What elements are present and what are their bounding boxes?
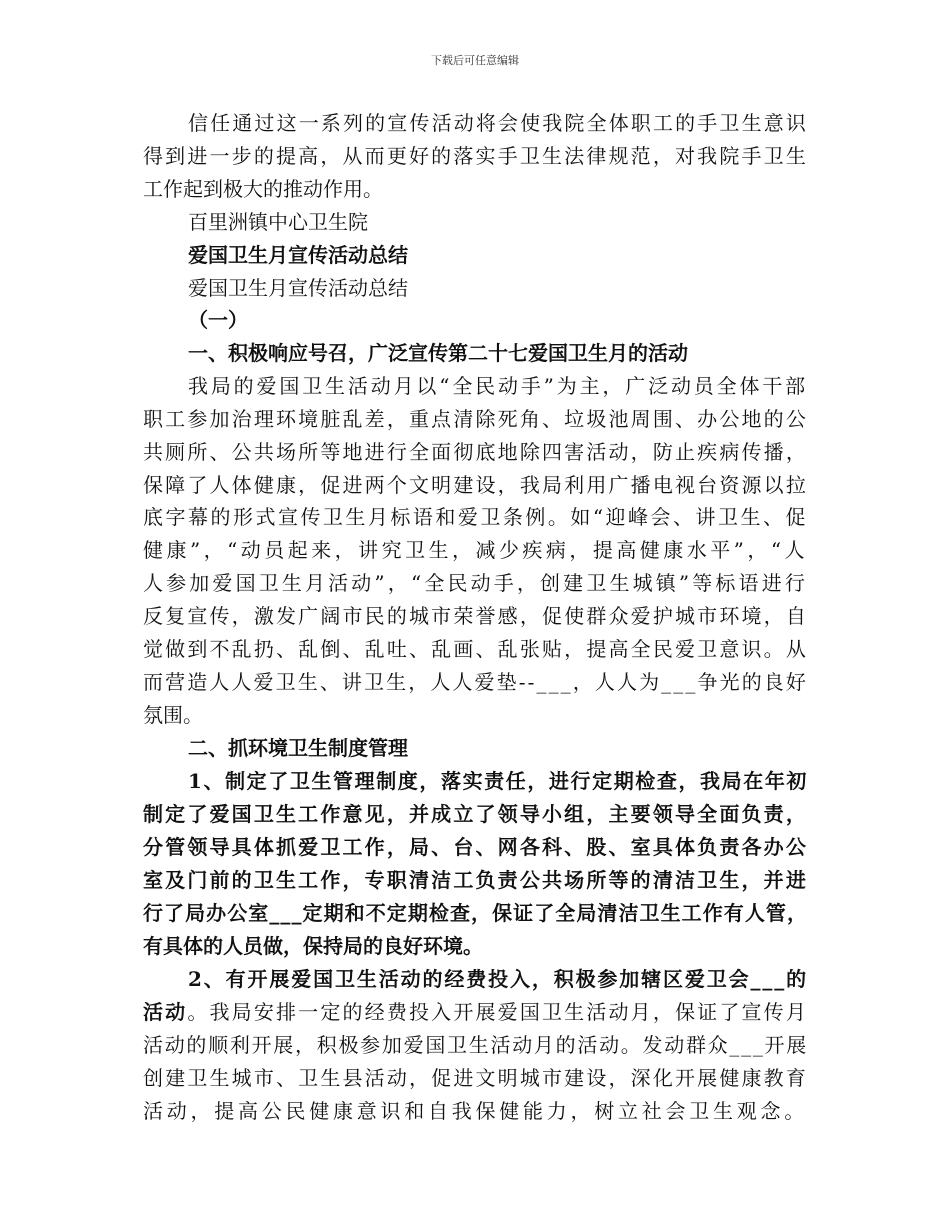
text-line: 1、制定了卫生管理制度，落实责任，进行定期检查，我局在年初 <box>188 769 808 793</box>
text-line: 爱国卫生月宣传活动总结 <box>188 243 408 267</box>
text-line: 分管领导具体抓爱卫工作，局、台、网各科、股、室具体负责各办公 <box>143 835 808 859</box>
text-line: 百里洲镇中心卫生院 <box>188 210 368 234</box>
text-line: 制定了爱国卫生工作意见，并成立了领导小组，主要领导全面负责， <box>143 802 808 826</box>
page-header: 下载后可任意编辑 <box>431 54 519 67</box>
text-line: 室及门前的卫生工作，专职清洁工负责公共场所等的清洁卫生，并进 <box>143 868 808 892</box>
text-line: 而营造人人爱卫生、讲卫生，人人爱垫--___，人人为___争光的良好 <box>143 670 808 694</box>
text-line: 爱国卫生月宣传活动总结 <box>188 276 408 300</box>
text-line: 活动，提高公民健康意识和自我保健能力，树立社会卫生观念。 <box>143 1099 808 1123</box>
normal-run: 。我局安排一定的经费投入开展爱国卫生活动月，保证了宣传月 <box>187 1000 809 1024</box>
text-line: 健康”，“动员起来，讲究卫生，减少疾病，提高健康水平”，“人 <box>143 538 808 562</box>
text-line: 工作起到极大的推动作用。 <box>143 177 383 201</box>
text-line: 共厕所、公共场所等地进行全面彻底地除四害活动，防止疾病传播， <box>143 440 808 464</box>
text-line: 2、有开展爱国卫生活动的经费投入，积极参加辖区爱卫会___的 <box>188 967 808 991</box>
text-line: 得到进一步的提高，从而更好的落实手卫生法律规范，对我院手卫生 <box>143 144 808 168</box>
text-line: 信任通过这一系列的宣传活动将会使我院全体职工的手卫生意识 <box>188 111 808 135</box>
bold-run: 活动 <box>143 1000 188 1024</box>
text-line: 我局的爱国卫生活动月以“全民动手”为主，广泛动员全体干部 <box>188 374 808 398</box>
text-line: （一） <box>188 308 248 332</box>
text-line: 有具体的人员做，保持局的良好环境。 <box>143 934 483 958</box>
text-line: 创建卫生城市、卫生县活动，促进文明城市建设，深化开展健康教育 <box>143 1066 808 1090</box>
text-line: 活动的顺利开展，积极参加爱国卫生活动月的活动。发动群众___开展 <box>143 1033 808 1057</box>
text-line: 觉做到不乱扔、乱倒、乱吐、乱画、乱张贴，提高全民爱卫意识。从 <box>143 637 808 661</box>
text-line: 职工参加治理环境脏乱差，重点清除死角、垃圾池周围、办公地的公 <box>143 407 808 431</box>
text-line <box>143 1002 808 1022</box>
text-line: 行了局办公室___定期和不定期检查，保证了全局清洁卫生工作有人管， <box>143 901 808 925</box>
text-line: 氛围。 <box>143 703 203 727</box>
text-line: 反复宣传，激发广阔市民的城市荣誉感，促使群众爱护城市环境，自 <box>143 604 808 628</box>
text-line: 底字幕的形式宣传卫生月标语和爱卫条例。如“迎峰会、讲卫生、促 <box>143 505 808 529</box>
text-line: 人参加爱国卫生月活动”，“全民动手，创建卫生城镇”等标语进行 <box>143 571 808 595</box>
text-line: 一、积极响应号召，广泛宣传第二十七爱国卫生月的活动 <box>188 341 688 365</box>
text-line: 保障了人体健康，促进两个文明建设，我局利用广播电视台资源以拉 <box>143 473 808 497</box>
text-line: 二、抓环境卫生制度管理 <box>188 736 408 760</box>
